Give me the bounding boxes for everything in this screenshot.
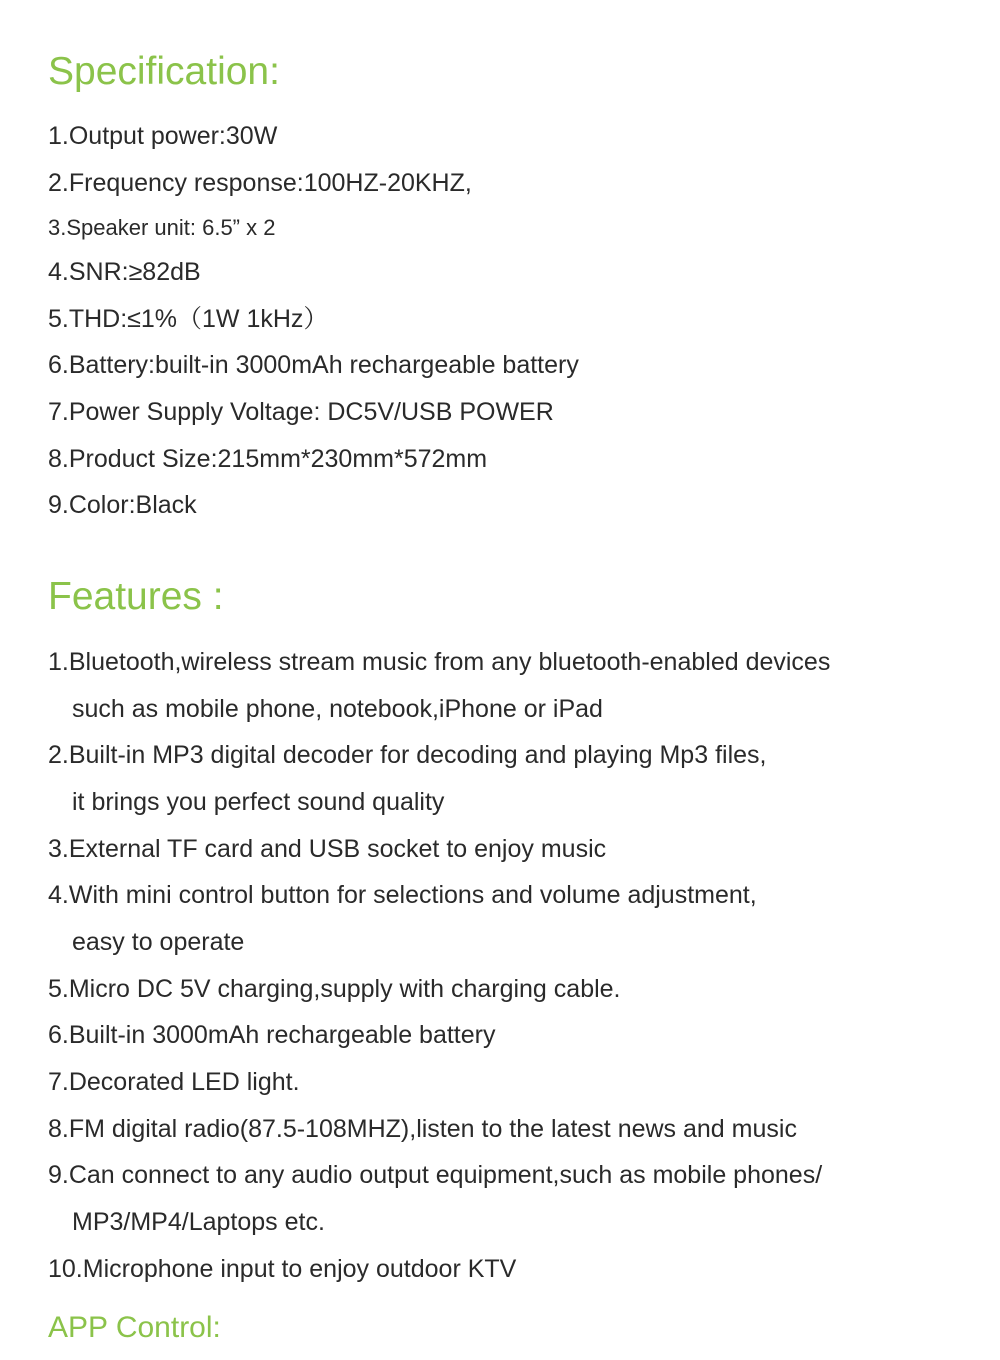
- feature-line: 1.Bluetooth,wireless stream music from any bluetooth-enabled devices: [48, 648, 831, 676]
- spec-item: 7.Power Supply Voltage: DC5V/USB POWER: [48, 398, 554, 426]
- feature-line-continuation: such as mobile phone, notebook,iPhone or iPad: [72, 695, 603, 723]
- feature-line: 8.FM digital radio(87.5-108MHZ),listen to the latest news and music: [48, 1115, 797, 1143]
- spec-item: 8.Product Size:215mm*230mm*572mm: [48, 445, 488, 473]
- feature-line: 6.Built-in 3000mAh rechargeable battery: [48, 1021, 496, 1049]
- feature-line: 7.Decorated LED light.: [48, 1068, 300, 1096]
- feature-line: 9.Can connect to any audio output equipment,such as mobile phones/: [48, 1161, 823, 1189]
- spec-item: 9.Color:Black: [48, 491, 197, 519]
- specification-heading: Specification:: [48, 50, 280, 93]
- feature-line: 10.Microphone input to enjoy outdoor KTV: [48, 1255, 517, 1283]
- feature-line: 2.Built-in MP3 digital decoder for decoding and playing Mp3 files,: [48, 741, 767, 769]
- spec-item: 3.Speaker unit: 6.5” x 2: [48, 215, 276, 240]
- feature-line: 4.With mini control button for selections and volume adjustment,: [48, 881, 757, 909]
- feature-line-continuation: easy to operate: [72, 928, 245, 956]
- feature-line: 5.Micro DC 5V charging,supply with charging cable.: [48, 975, 621, 1003]
- spec-item: 6.Battery:built-in 3000mAh rechargeable battery: [48, 351, 579, 379]
- feature-line-continuation: MP3/MP4/Laptops etc.: [72, 1208, 325, 1236]
- feature-line-continuation: it brings you perfect sound quality: [72, 788, 445, 816]
- features-heading: Features :: [48, 575, 224, 618]
- spec-item: 5.THD:≤1%（1W 1kHz）: [48, 305, 329, 333]
- feature-line: 3.External TF card and USB socket to enjoy music: [48, 835, 607, 863]
- app-control-heading: APP Control:: [48, 1311, 221, 1344]
- spec-item: 4.SNR:≥82dB: [48, 258, 201, 286]
- spec-item: 1.Output power:30W: [48, 122, 278, 150]
- spec-item: 2.Frequency response:100HZ-20KHZ,: [48, 169, 472, 197]
